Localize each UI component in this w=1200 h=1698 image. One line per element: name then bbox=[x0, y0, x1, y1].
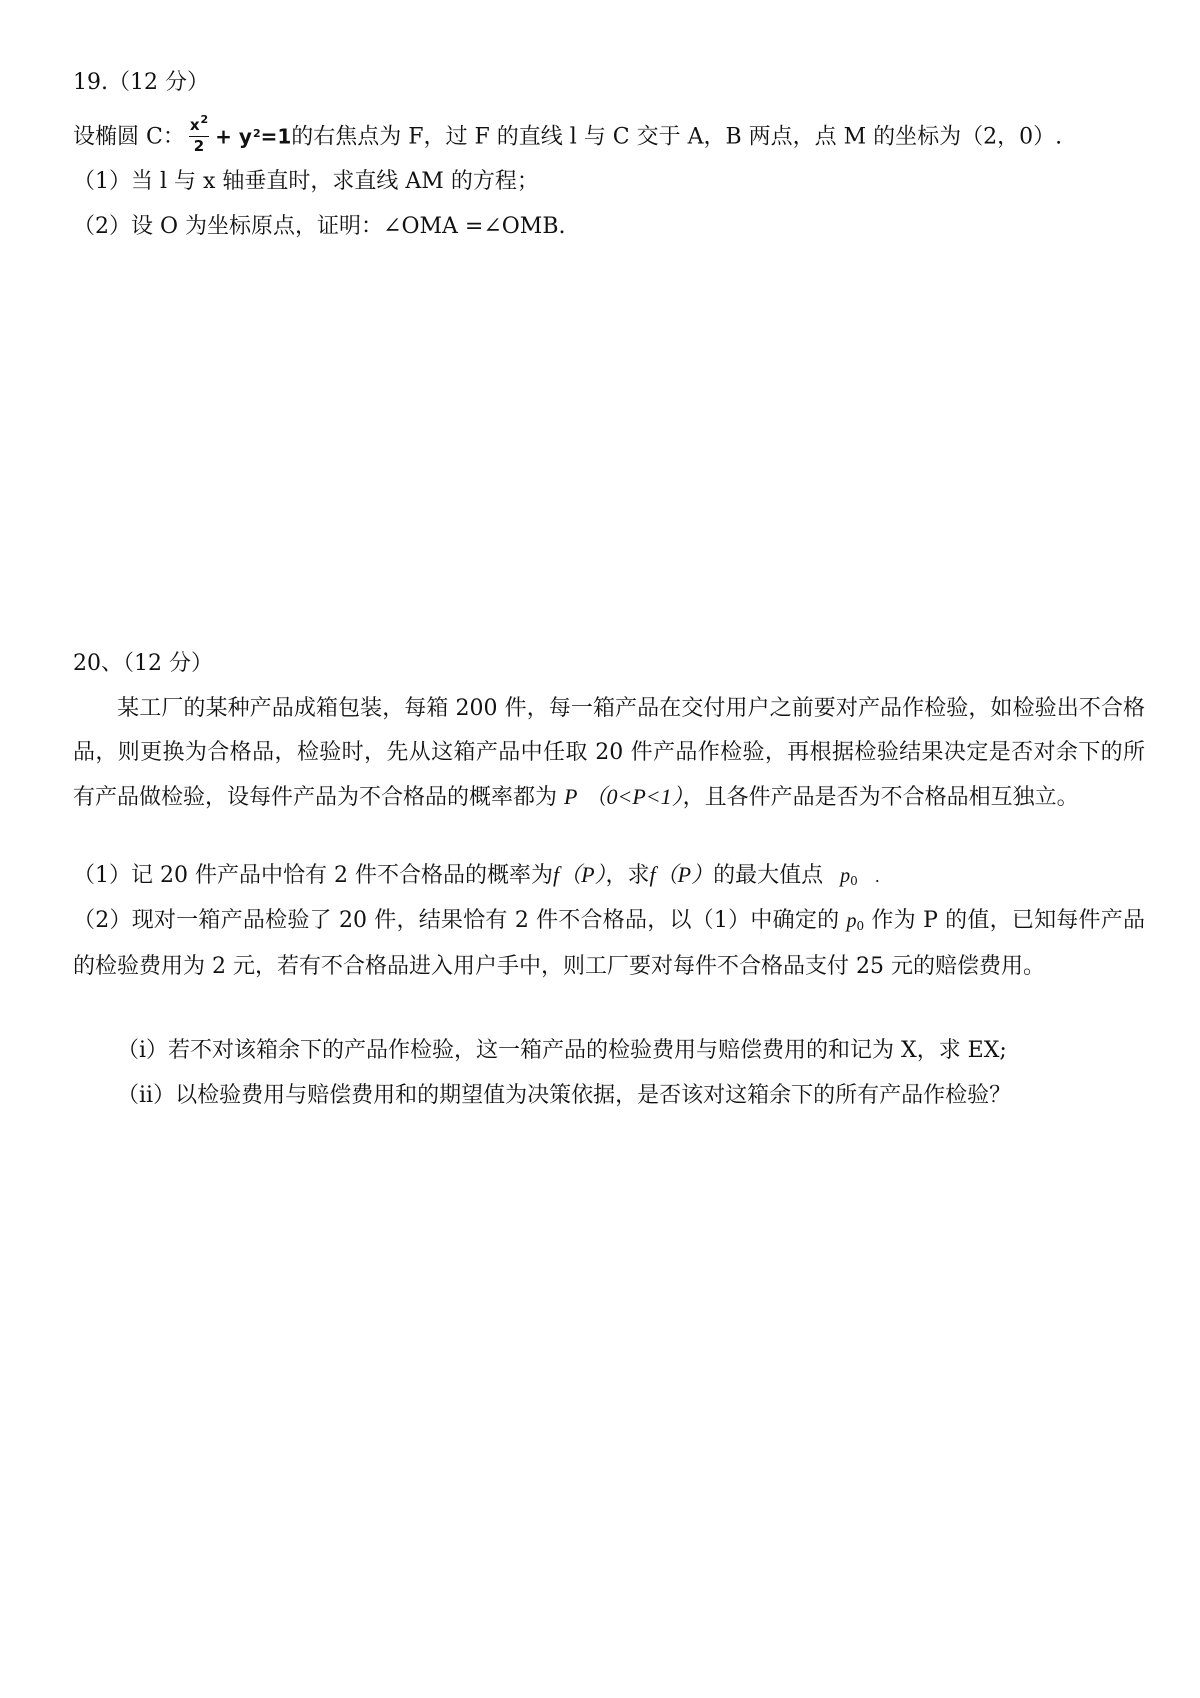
q19-fraction bbox=[189, 113, 209, 155]
q19-plus-y: + y bbox=[215, 124, 252, 149]
q19-y-exp: 2 bbox=[252, 126, 261, 140]
q20-part1-b: ，求 bbox=[605, 863, 650, 888]
q20-part1-c: 的最大值点 bbox=[713, 863, 824, 888]
q19-frac-denominator: 2 bbox=[193, 137, 205, 155]
q20-part1-end: . bbox=[874, 867, 880, 886]
q19-eq: =1 bbox=[260, 124, 292, 149]
q20-part2 bbox=[73, 899, 1145, 989]
q20-f2: f（P） bbox=[649, 862, 714, 887]
q20-intro-main: 某工厂的某种产品成箱包装，每箱 200 件，每一箱产品在交付用户之前要对产品作检验，如检验出不合格品，则更换为合格品，检验时，先从这箱产品中任取 20 件产品作检验，再根据检验结果决定是否对余下的所有产品做检验，设每件产品为不合格品的概率都为 bbox=[73, 696, 1145, 810]
q20-part2-b: 作为 P 的值，已知每件产品的检验费用为 2 元，若有不合格品进入用户手中，则工厂要对每件不合格品支付 25 元的赔偿费用。 bbox=[73, 908, 1145, 979]
q20-part1-a: （1）记 20 件产品中恰有 2 件不合格品的概率为 bbox=[73, 863, 553, 888]
q20-intro-end: ，且各件产品是否为不合格品相互独立。 bbox=[682, 785, 1079, 810]
q20-part2-p0-letter: p bbox=[846, 910, 857, 932]
q20-p0-sub: 0 bbox=[850, 874, 858, 888]
q19-part2: （2）设 O 为坐标原点，证明：∠OMA =∠OMB. bbox=[73, 214, 566, 239]
q20-intro-P: P bbox=[564, 784, 578, 809]
q20-part1 bbox=[73, 864, 880, 887]
q19-heading: 19.（12 分） bbox=[73, 70, 209, 95]
q20-sub-i: （i）若不对该箱余下的产品作检验，这一箱产品的检验费用与赔偿费用的和记为 X，求 EX; bbox=[117, 1038, 1007, 1063]
q19-frac-num-exp: 2 bbox=[200, 113, 209, 126]
q19-stem-prefix: 设椭圆 C： bbox=[73, 124, 185, 150]
q20-heading: 20、（12 分） bbox=[73, 651, 213, 676]
q20-part2-p0-sub: 0 bbox=[856, 919, 865, 933]
q19-frac-numerator bbox=[189, 113, 209, 137]
q19-stem bbox=[73, 113, 1063, 157]
q20-part2-a: （2）现对一箱产品检验了 20 件，结果恰有 2 件不合格品，以（1）中确定的 bbox=[73, 908, 840, 933]
q19-part1: （1）当 l 与 x 轴垂直时，求直线 AM 的方程； bbox=[73, 169, 539, 194]
q20-intro-range: （0<P<1） bbox=[584, 784, 683, 809]
q19-frac-num-base: x bbox=[189, 116, 200, 134]
q20-sub-ii: （ii）以检验费用与赔偿费用和的期望值为决策依据，是否该对这箱余下的所有产品作检验？ bbox=[117, 1083, 1012, 1108]
q20-f1: f（P） bbox=[552, 862, 606, 887]
q19-stem-suffix: 的右焦点为 F，过 F 的直线 l 与 C 交于 A，B 两点，点 M 的坐标为（2，0）. bbox=[291, 124, 1063, 150]
q20-p0-letter: p bbox=[840, 865, 851, 887]
q20-intro bbox=[73, 687, 1145, 820]
